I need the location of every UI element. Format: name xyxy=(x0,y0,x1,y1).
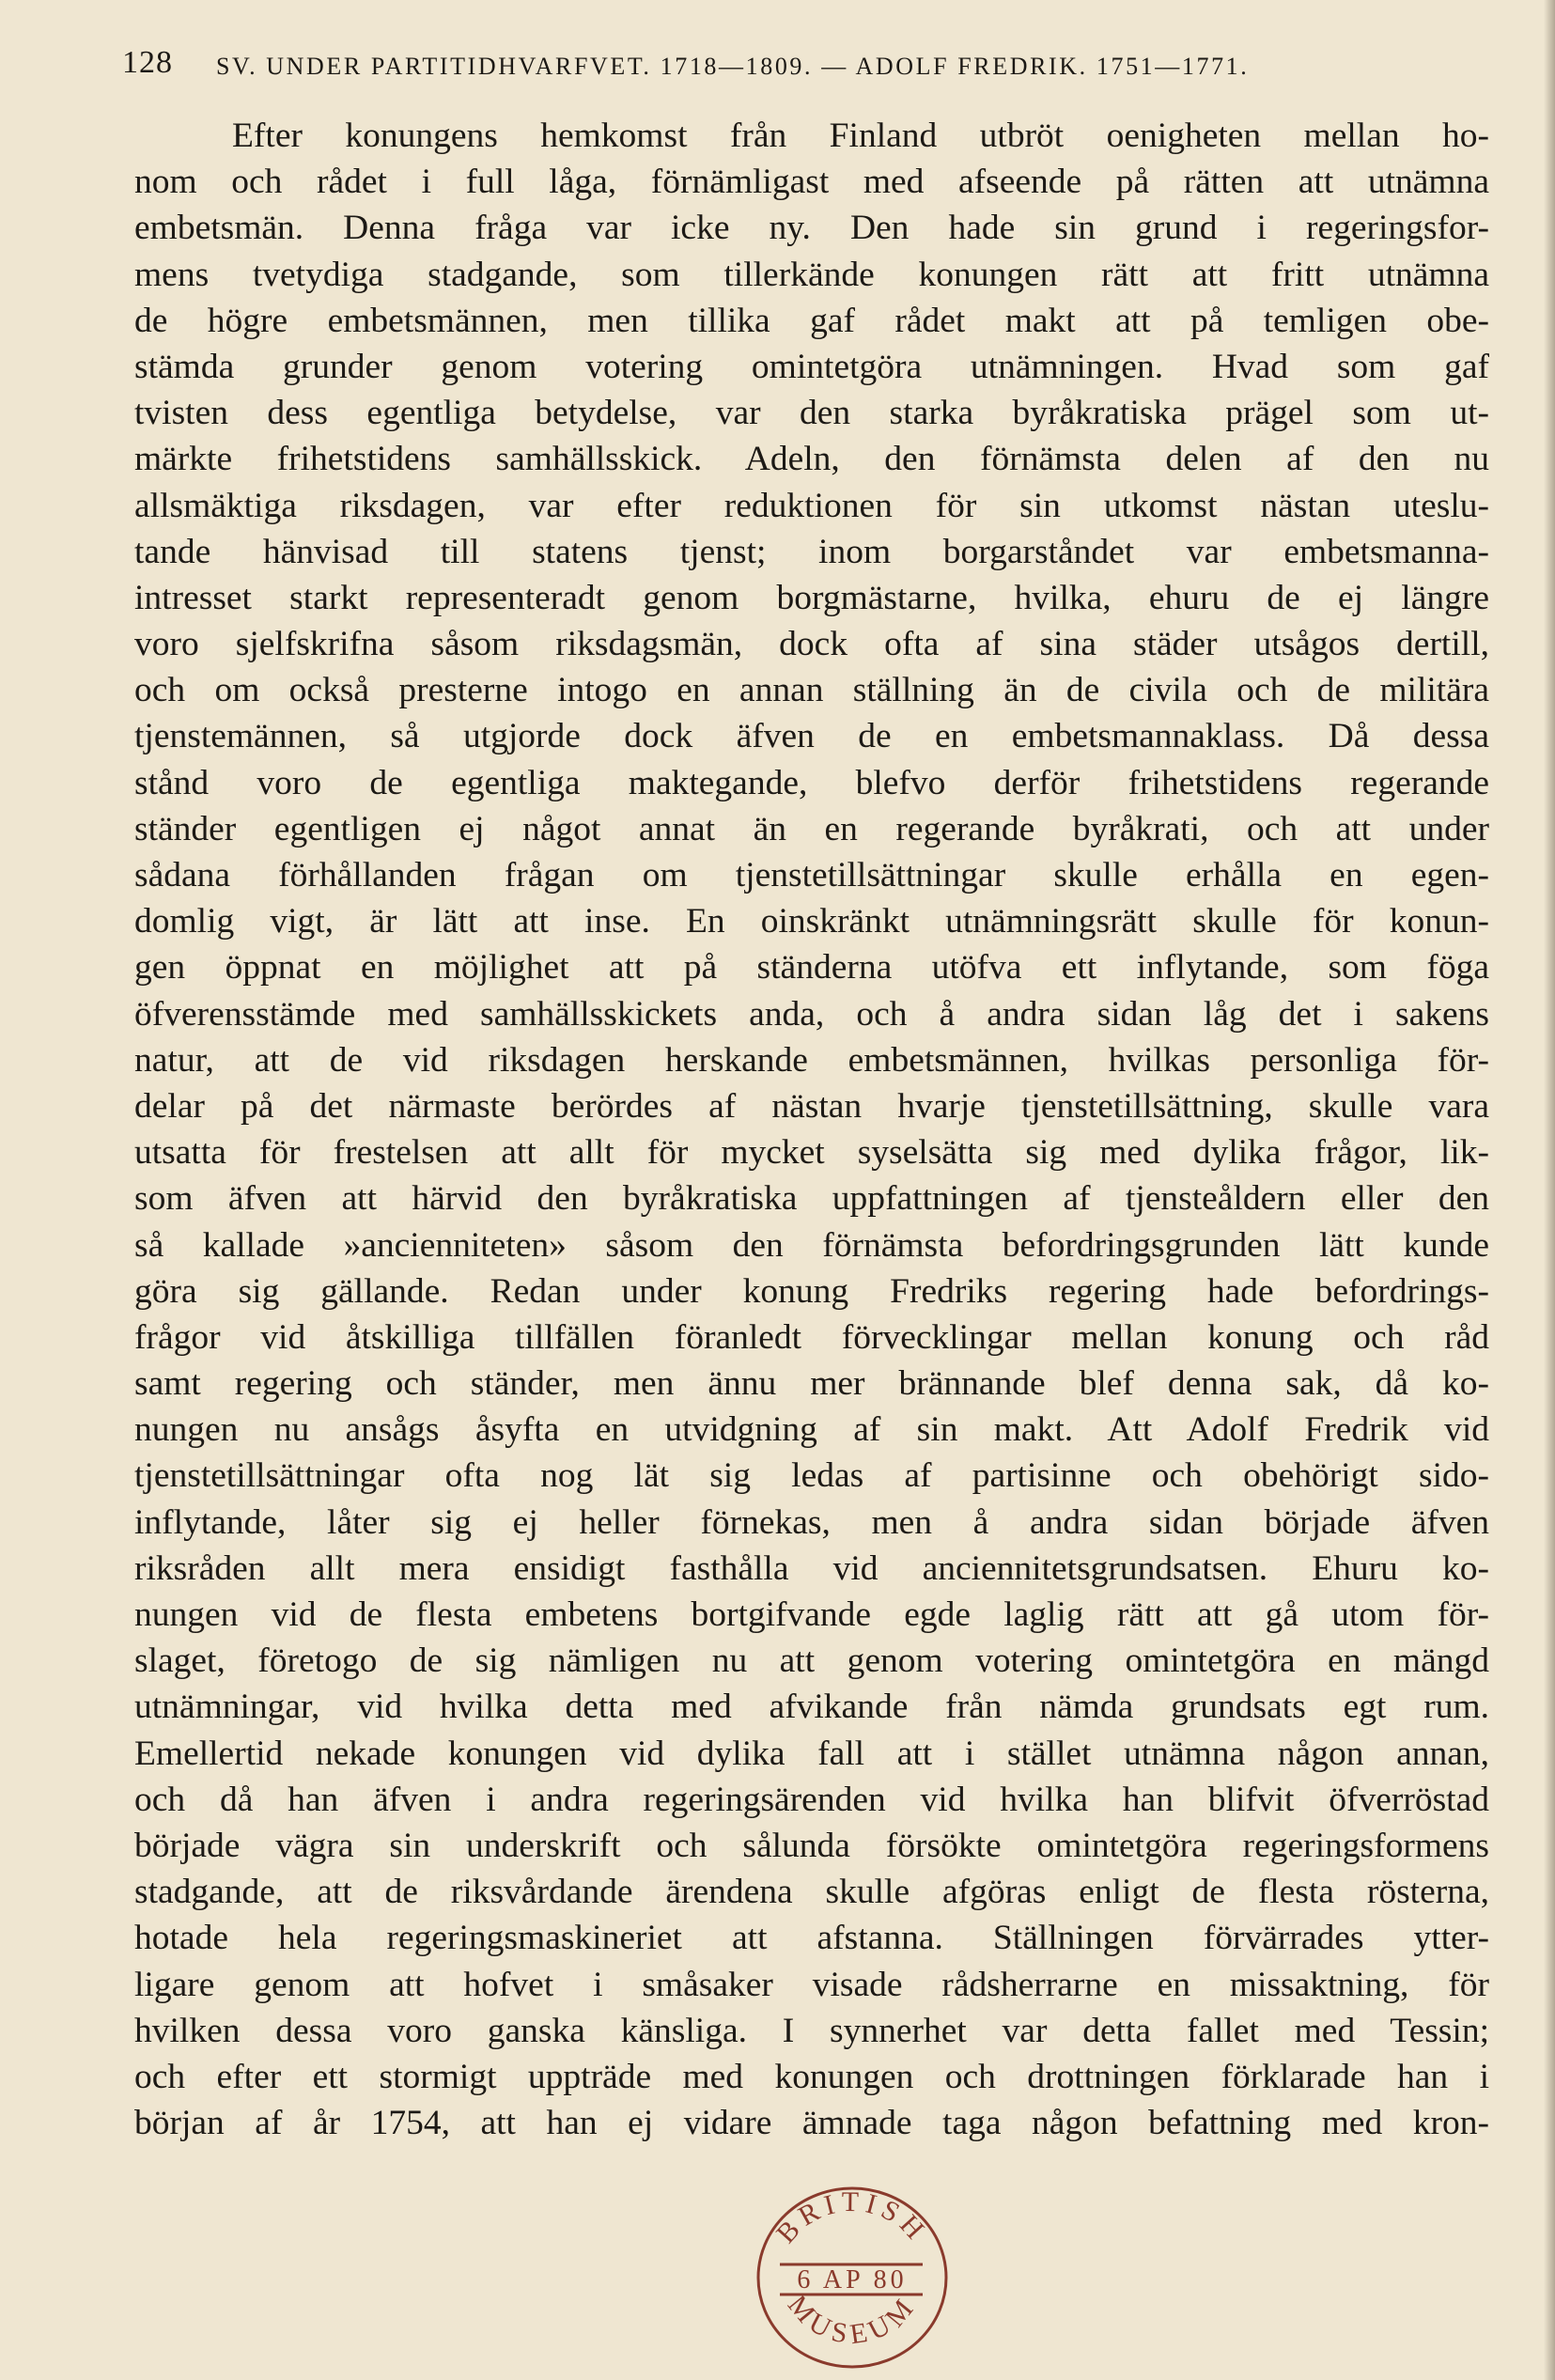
text-line: ständer egentligen ej något annat än en regerande byråkrati, och att under xyxy=(134,809,1489,848)
text-line: nungen nu ansågs åsyfta en utvidgning af sin makt. Att Adolf Fredrik vid xyxy=(134,1410,1489,1450)
text-line: delar på det närmaste berördes af nästan hvarje tjenstetillsättning, skulle vara xyxy=(134,1086,1489,1126)
text-line: intresset starkt representeradt genom borgmästarne, hvilka, ehuru de ej längre xyxy=(134,578,1489,617)
text-line: samt regering och ständer, men ännu mer brännande blef denna sak, då ko- xyxy=(134,1364,1489,1404)
text-line: allsmäktiga riksdagen, var efter reduktionen för sin utkomst nästan uteslu- xyxy=(134,486,1489,525)
text-line: riksråden allt mera ensidigt fasthålla vid anciennitetsgrundsatsen. Ehuru ko- xyxy=(134,1548,1489,1588)
text-line: göra sig gällande. Redan under konung Fredriks regering hade befordrings- xyxy=(134,1271,1489,1311)
svg-text:MUSEUM xyxy=(782,2290,923,2351)
text-line: stadgande, att de riksvårdande ärendena skulle afgöras enligt de flesta rösterna, xyxy=(134,1873,1489,1912)
text-line: mens tvetydiga stadgande, som tillerkände konungen rätt att fritt utnämna xyxy=(134,255,1489,294)
stamp-date: 6 AP 80 xyxy=(797,2265,908,2294)
text-line: stånd voro de egentliga maktegande, blefvo derför frihetstidens regerande xyxy=(134,763,1489,802)
text-line: utnämningar, vid hvilka detta med afvikande från nämda grundsats egt rum. xyxy=(134,1688,1489,1727)
stamp-top-text: BRITISH xyxy=(770,2186,934,2249)
text-line: frågor vid åtskilliga tillfällen föranledt förvecklingar mellan konung och råd xyxy=(134,1317,1489,1357)
library-stamp xyxy=(752,2182,954,2374)
text-line: hvilken dessa voro ganska känsliga. I synnerhet var detta fallet med Tessin; xyxy=(134,2011,1489,2050)
text-line: utsatta för frestelsen att allt för mycket syselsätta sig med dylika frågor, lik- xyxy=(134,1133,1489,1173)
text-line: och då han äfven i andra regeringsärenden vid hvilka han blifvit öfverröstad xyxy=(134,1780,1489,1819)
text-line: de högre embetsmännen, men tillika gaf rådet makt att på temligen obe- xyxy=(134,301,1489,340)
text-line: nom och rådet i full låga, förnämligast med afseende på rätten att utnämna xyxy=(134,163,1489,202)
text-line: Emellertid nekade konungen vid dylika fall att i stället utnämna någon annan, xyxy=(134,1734,1489,1773)
text-line: början af år 1754, att han ej vidare ämnade taga någon befattning med kron- xyxy=(134,2104,1489,2143)
text-line: började vägra sin underskrift och sålunda försökte omintetgöra regeringsformens xyxy=(134,1826,1489,1865)
text-line: sådana förhållanden frågan om tjenstetillsättningar skulle erhålla en egen- xyxy=(134,856,1489,894)
text-line: och efter ett stormigt uppträde med konungen och drottningen förklarade han i xyxy=(134,2057,1489,2096)
text-line: stämda grunder genom votering omintetgöra utnämningen. Hvad som gaf xyxy=(134,347,1489,386)
text-line: tvisten dess egentliga betydelse, var den starka byråkratiska prägel som ut- xyxy=(134,394,1489,433)
text-line: inflytande, låter sig ej heller förnekas, men å andra sidan började äfven xyxy=(134,1502,1489,1542)
text-line: och om också presterne intogo en annan ställning än de civila och de militära xyxy=(134,671,1489,710)
text-line: tjenstemännen, så utgjorde dock äfven de en embetsmannaklass. Då dessa xyxy=(134,717,1489,756)
text-line: hotade hela regeringsmaskineriet att afstanna. Ställningen förvärrades ytter- xyxy=(134,1919,1489,1958)
text-line: öfverensstämde med samhällsskickets anda, och å andra sidan låg det i sakens xyxy=(134,994,1489,1034)
text-line: embetsmän. Denna fråga var icke ny. Den hade sin grund i regeringsfor- xyxy=(134,209,1489,248)
text-line: slaget, företogo de sig nämligen nu att genom votering omintetgöra en mängd xyxy=(134,1641,1489,1681)
text-line: ligare genom att hofvet i småsaker visade rådsherrarne en missaktning, för xyxy=(134,1965,1489,2004)
stamp-graphic xyxy=(752,2182,954,2374)
page-number: 128 xyxy=(122,45,173,80)
text-line: nungen vid de flesta embetens bortgifvande egde laglig rätt att gå utom för- xyxy=(134,1595,1489,1634)
text-line: Efter konungens hemkomst från Finland utbröt oenigheten mellan ho- xyxy=(232,117,1489,155)
running-head xyxy=(122,45,1494,92)
text-line: tjenstetillsättningar ofta nog lät sig ledas af partisinne och obehörigt sido- xyxy=(134,1456,1489,1496)
page-edge-shadow xyxy=(1544,0,1555,2380)
text-line: märkte frihetstidens samhällsskick. Adeln, den förnämsta delen af den nu xyxy=(134,440,1489,479)
text-line: tande hänvisad till statens tjenst; inom borgarståndet var embetsmanna- xyxy=(134,532,1489,571)
text-line: domlig vigt, är lätt att inse. En oinskränkt utnämningsrätt skulle för konun- xyxy=(134,902,1489,941)
text-line: natur, att de vid riksdagen herskande embetsmännen, hvilkas personliga för- xyxy=(134,1040,1489,1080)
text-line: som äfven att härvid den byråkratiska uppfattningen af tjensteåldern eller den xyxy=(134,1179,1489,1219)
text-line: voro sjelfskrifna såsom riksdagsmän, dock ofta af sina städer utsågos dertill, xyxy=(134,625,1489,664)
text-line: gen öppnat en möjlighet att på ständerna utöfva ett inflytande, som föga xyxy=(134,948,1489,988)
stamp-bottom-text: MUSEUM xyxy=(781,2289,924,2351)
body-text xyxy=(134,113,1489,2146)
running-head-title: SV. UNDER PARTITIDHVARFVET. 1718—1809. — ADOLF FREDRIK. 1751—1771. xyxy=(216,53,1250,80)
svg-text:BRITISH xyxy=(770,2186,934,2249)
text-line: så kallade »ancienniteten» såsom den förnämsta befordringsgrunden lätt kunde xyxy=(134,1225,1489,1265)
